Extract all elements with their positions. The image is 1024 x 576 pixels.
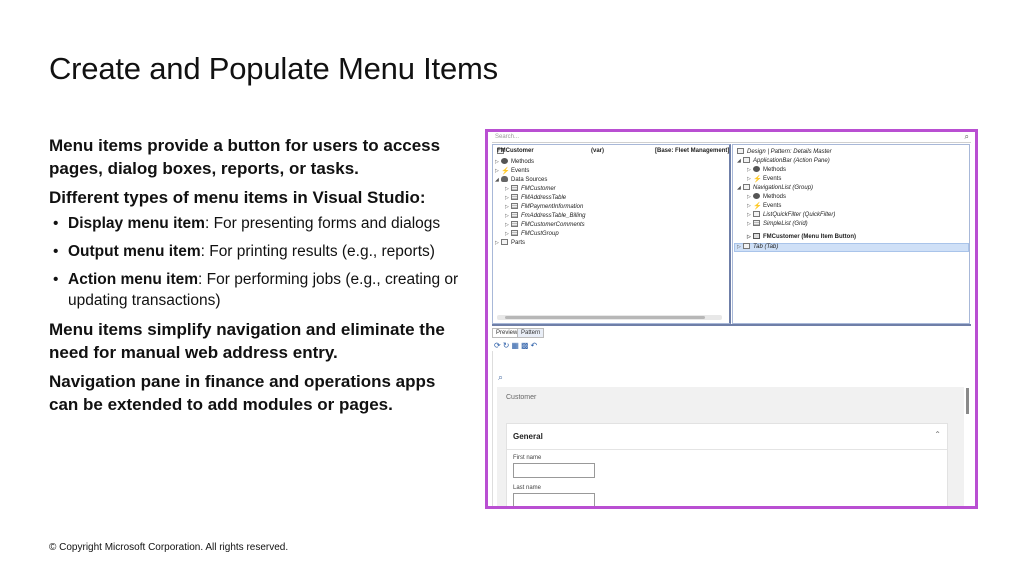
preview-search-icon[interactable]: ⌕ <box>498 372 504 382</box>
form-tree-pane[interactable]: FMCustomer (var) [Base: Fleet Management] ▷ Methods ▷ ⚡Events ◢ Data Sources ▷ FMCustomer ▷ FMAddressTable ▷ FMPaymentInformation ▷ FmAddressTable_Billing ▷ FMCustomerComments ▷ FMCustGroup ▷ Parts <box>492 144 731 324</box>
design-icon <box>737 148 744 154</box>
expand-arrow-icon[interactable]: ▷ <box>747 176 751 182</box>
undo-icon[interactable]: ↶ <box>530 341 540 350</box>
designer-search-bar[interactable] <box>492 134 971 143</box>
form-base: [Base: Fleet Management] <box>655 148 730 154</box>
bullet-output <box>49 241 469 262</box>
quickfilter-icon <box>753 211 760 217</box>
group-icon <box>743 184 750 190</box>
tree-node-datasource[interactable]: ▷ FMPaymentInformation <box>505 204 584 210</box>
table-icon <box>511 185 518 191</box>
table-icon <box>511 221 518 227</box>
form-var: (var) <box>591 148 605 154</box>
last-name-field[interactable] <box>513 493 595 508</box>
tree-node-events[interactable]: ▷ ⚡Events <box>747 203 782 210</box>
types-heading: Different types of menu items in Visual Studio: <box>49 188 426 207</box>
copyright-notice: © Copyright Microsoft Corporation. All rights reserved. <box>49 542 289 553</box>
tree-node-simplelist[interactable]: ▷ SimpleList (Grid) <box>747 221 808 227</box>
methods-icon <box>501 158 508 164</box>
action-pane-icon <box>743 157 750 163</box>
collapse-arrow-icon[interactable]: ◢ <box>737 185 741 191</box>
events-icon: ⚡ <box>753 176 762 183</box>
expand-arrow-icon[interactable]: ▷ <box>505 213 509 219</box>
tree-node-datasource[interactable]: ▷ FMCustGroup <box>505 231 559 237</box>
table-icon <box>511 194 518 200</box>
table-icon <box>511 230 518 236</box>
expand-arrow-icon[interactable]: ▷ <box>747 194 751 200</box>
events-icon: ⚡ <box>753 203 762 210</box>
preview-toolbar <box>494 341 539 350</box>
search-placeholder: Search... <box>495 134 520 140</box>
bullet-desc: : For presenting forms and dialogs <box>204 215 441 232</box>
pane-splitter[interactable] <box>492 324 971 326</box>
expand-arrow-icon[interactable]: ▷ <box>747 234 751 240</box>
expand-arrow-icon[interactable]: ▷ <box>505 222 509 228</box>
table-icon <box>511 212 518 218</box>
tree-node-design[interactable]: Design | Pattern: Details Master <box>737 148 832 156</box>
bullet-desc: : For performing jobs (e.g., creating or updating transactions) <box>68 271 459 309</box>
tree-node-tab[interactable]: ▷ Tab (Tab) <box>737 244 779 250</box>
expand-arrow-icon[interactable]: ▷ <box>505 195 509 201</box>
menu-item-types-list <box>49 213 469 311</box>
tree-node-datasource[interactable]: ▷ FMCustomer <box>505 186 556 192</box>
grid-icon <box>753 220 760 226</box>
expand-arrow-icon[interactable]: ▷ <box>505 186 509 192</box>
expand-arrow-icon[interactable]: ▷ <box>747 221 751 227</box>
extension-paragraph: Navigation pane in finance and operations apps can be extended to add modules or pages. <box>49 372 436 414</box>
events-icon: ⚡ <box>501 168 510 175</box>
text-column <box>49 134 469 422</box>
tree-node-quickfilter[interactable]: ▷ ListQuickFilter (QuickFilter) <box>747 212 836 218</box>
tree-node-data-sources[interactable]: ◢ Data Sources <box>495 177 548 183</box>
expand-arrow-icon[interactable]: ▷ <box>747 212 751 218</box>
bullet-display <box>49 213 469 234</box>
visual-studio-screenshot <box>485 129 978 509</box>
sync-icon[interactable]: ↻ <box>502 341 512 350</box>
export-icon[interactable]: ▩ <box>520 341 531 350</box>
first-name-field[interactable] <box>513 463 595 478</box>
general-group-card <box>506 423 948 509</box>
refresh-icon[interactable]: ⟳ <box>494 341 503 350</box>
bullet-term: Action menu item <box>68 271 199 288</box>
expand-arrow-icon[interactable]: ▷ <box>495 168 499 174</box>
first-name-label: First name <box>513 455 542 461</box>
expand-arrow-icon[interactable]: ▷ <box>505 231 509 237</box>
tree-node-events[interactable]: ▷ ⚡Events <box>747 176 782 183</box>
tree-node-datasource[interactable]: ▷ FmAddressTable_Billing <box>505 213 586 219</box>
tree-node-navigationlist[interactable]: ◢ NavigationList (Group) <box>737 185 814 191</box>
vertical-scrollbar[interactable] <box>966 388 969 414</box>
collapse-arrow-icon[interactable]: ◢ <box>737 158 741 164</box>
expand-arrow-icon[interactable]: ▷ <box>505 204 509 210</box>
navigation-paragraph: Menu items simplify navigation and eliminate the need for manual web address entry. <box>49 320 445 362</box>
bullet-term: Display menu item <box>68 215 205 232</box>
tree-node-parts[interactable]: ▷ Parts <box>495 240 526 246</box>
tree-node-menu-item-button[interactable]: ▷ FMCustomer (Menu Item Button) <box>747 234 856 240</box>
slide-title: Create and Populate Menu Items <box>49 51 498 86</box>
layout-icon[interactable]: ▦ <box>511 341 521 350</box>
tree-node-methods[interactable]: ▷ Methods <box>747 167 787 173</box>
group-title: General <box>513 432 543 441</box>
database-icon <box>501 176 508 182</box>
tab-pattern[interactable]: Pattern <box>517 328 544 338</box>
search-icon[interactable]: ⌕ <box>964 132 969 141</box>
expand-arrow-icon[interactable]: ▷ <box>495 159 499 165</box>
chevron-up-icon[interactable]: ⌃ <box>934 430 941 439</box>
collapse-arrow-icon[interactable]: ◢ <box>495 177 499 183</box>
expand-arrow-icon[interactable]: ▷ <box>737 244 741 250</box>
table-icon <box>511 203 518 209</box>
bullet-desc: : For printing results (e.g., reports) <box>200 243 435 260</box>
tree-node-applicationbar[interactable]: ◢ ApplicationBar (Action Pane) <box>737 158 830 164</box>
tab-icon <box>743 243 750 249</box>
bullet-term: Output menu item <box>68 243 201 260</box>
tree-node-methods[interactable]: ▷ Methods <box>747 194 787 200</box>
tree-node-datasource[interactable]: ▷ FMCustomerComments <box>505 222 585 228</box>
intro-paragraph: Menu items provide a button for users to access pages, dialog boxes, reports, or tasks. <box>49 136 441 178</box>
tab-preview[interactable]: Preview <box>492 328 521 338</box>
form-section-label: Customer <box>506 394 537 401</box>
design-tree-pane[interactable] <box>732 144 970 324</box>
expand-arrow-icon[interactable]: ▷ <box>495 240 499 246</box>
methods-icon <box>753 193 760 199</box>
tree-node-events[interactable]: ▷ ⚡Events <box>495 168 530 175</box>
methods-icon <box>753 166 760 172</box>
expand-arrow-icon[interactable]: ▷ <box>747 203 751 209</box>
parts-icon <box>501 239 508 245</box>
expand-arrow-icon[interactable]: ▷ <box>747 167 751 173</box>
card-divider <box>507 449 947 450</box>
last-name-label: Last name <box>513 485 542 491</box>
bullet-action <box>49 269 469 311</box>
tree-node-datasource[interactable]: ▷ FMAddressTable <box>505 195 567 201</box>
tree-node-methods[interactable]: ▷ Methods <box>495 159 535 165</box>
horizontal-scrollbar[interactable] <box>497 315 722 320</box>
menu-item-button-icon <box>753 233 760 239</box>
